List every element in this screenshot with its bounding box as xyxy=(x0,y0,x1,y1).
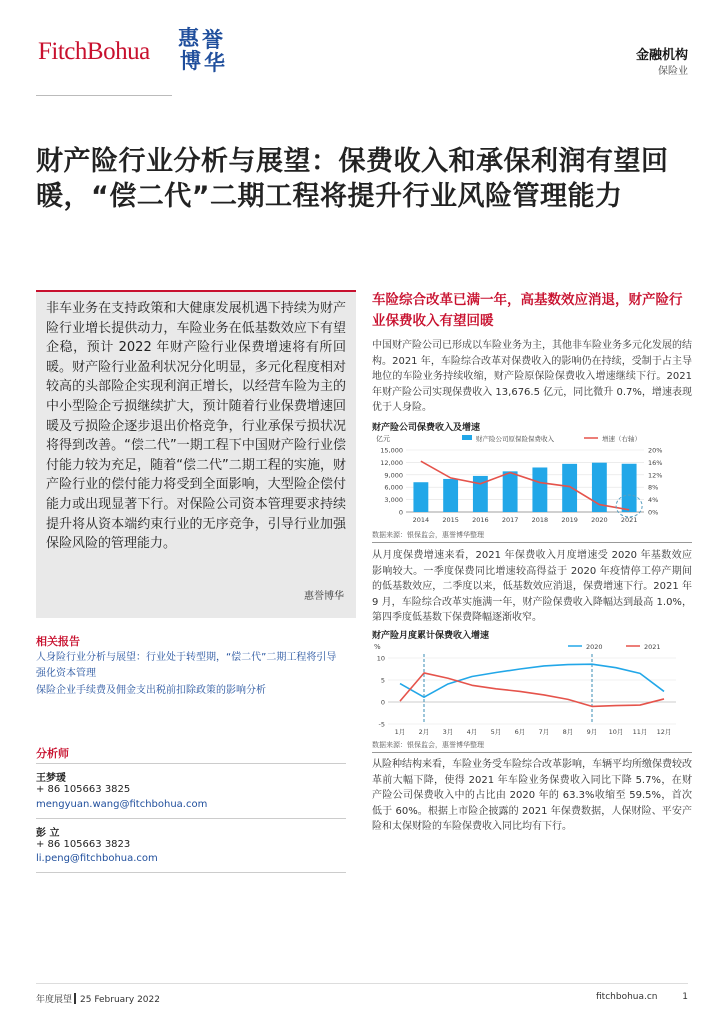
y-tick-label: 12,000 xyxy=(380,458,403,467)
x-tick-label: 2018 xyxy=(531,516,549,524)
analyst-divider xyxy=(36,763,346,764)
chart2-note: 数据来源：银保监会，惠誉博华整理 xyxy=(372,741,484,749)
legend-label: 财产险公司原保险保费收入 xyxy=(476,435,554,443)
section-title: 车险综合改革已满一年，高基数效应消退，财产险行业保费收入有望回暖 xyxy=(372,292,683,329)
summary-text: 非车业务在支持政策和大健康发展机遇下持续为财产险行业增长提供动力，车险业务在低基数效应下有望企稳，预计 2022 年财产险行业保费增速将有所回暖。财产险行业盈利状况分化明显，多元化程度相对较高的头部险企实现利润正增长，以经营车险为主的中小型险企亏损继续扩大，预计随着行业保费增速回暖及亏损险企逐步退出价格竞争，行业承保亏损状况将得到改善。“偿二代”一期工程下中国财产险行业偿付能力较为充足，随着“偿二代”二期工程的实施，财产险行业的偿付能力将受到全面影响，大型险企偿付能力或出现显著下行。对保险公司资本管理要求持续提升将从资本端约束行业的无序竞争，引导行业加强保险风险的管理能力。 xyxy=(46,301,346,552)
bar xyxy=(562,464,577,512)
x-tick-label: 1月 xyxy=(394,728,406,736)
y-tick-label: 5 xyxy=(380,676,385,685)
y2-tick-label: 0% xyxy=(648,508,659,517)
y2-tick-label: 20% xyxy=(648,446,663,455)
premium-bar-chart xyxy=(372,432,692,526)
y-tick-label: -5 xyxy=(378,720,385,729)
analyst-email[interactable]: li.peng@fitchbohua.com xyxy=(36,853,158,864)
brand-seal-icon: 惠 誉 博 华 xyxy=(178,25,225,75)
x-tick-label: 4月 xyxy=(466,728,478,736)
series-line-2020 xyxy=(400,664,664,697)
paragraph-1: 中国财产险公司已形成以车险业务为主，其他非车险业务多元化发展的结构。2021 年，车险综合改革对保费收入的影响仍在持续，受制于占主导地位的车险业务持续收缩，财产险原保险保费收入增速继续下行。2021 年财产险公司实现保费收入 13,676.5 亿元，同比微升 0.7%，增速表现优于人身险。 xyxy=(372,340,692,414)
analyst-divider xyxy=(36,872,346,873)
footer-date: 25 February 2022 xyxy=(80,995,160,1005)
x-tick-label: 11月 xyxy=(632,728,648,736)
series-line-2021 xyxy=(400,673,664,706)
related-report-link-1[interactable]: 人身险行业分析与展望：行业处于转型期，“偿二代”二期工程将引导强化资本管理 xyxy=(36,652,337,679)
y-axis-label: % xyxy=(374,643,381,651)
legend-label: 2021 xyxy=(644,643,661,651)
x-tick-label: 2017 xyxy=(501,516,519,524)
related-reports-title: 相关报告 xyxy=(36,635,80,648)
fitchbohua-logo xyxy=(38,26,238,76)
y2-tick-label: 12% xyxy=(648,471,663,480)
x-tick-label: 2019 xyxy=(561,516,578,524)
y2-tick-label: 8% xyxy=(648,483,659,492)
x-tick-label: 2020 xyxy=(591,516,608,524)
x-tick-label: 8月 xyxy=(562,728,574,736)
analyst-phone: + 86 105663 3823 xyxy=(36,839,131,850)
analysts-title: 分析师 xyxy=(36,747,69,760)
x-tick-label: 7月 xyxy=(538,728,550,736)
chart2-divider xyxy=(372,752,692,753)
summary-box xyxy=(36,290,356,618)
header-divider xyxy=(36,95,172,96)
legend-swatch-bar xyxy=(462,435,472,440)
x-tick-label: 2014 xyxy=(412,516,430,524)
page-title: 财产险行业分析与展望：保费收入和承保利润有望回暖，“偿二代”二期工程将提升行业风险管理能力 xyxy=(36,146,669,212)
page-number: 1 xyxy=(682,992,688,1002)
x-tick-label: 2021 xyxy=(620,516,638,524)
summary-source: 惠誉博华 xyxy=(304,591,344,602)
related-report-link-2[interactable]: 保险企业手续费及佣金支出税前扣除政策的影响分析 xyxy=(36,685,266,696)
analyst-name: 王梦瑗 xyxy=(36,773,66,784)
y-tick-label: 0 xyxy=(380,698,385,707)
x-tick-label: 2015 xyxy=(442,516,459,524)
chart1-divider xyxy=(372,542,692,543)
paragraph-2: 从月度保费增速来看，2021 年保费收入月度增速受 2020 年基数效应影响较大。一季度保费同比增速较高得益于 2020 年疫情停工停产期间的低基数效应，二季度以来，低基数效应消退，保费增速下行。2021 年 9 月，车险综合改革实施满一年，财产险保费收入降幅达到最高 1.0%，第四季度低基数下保费降幅逐渐收窄。 xyxy=(372,550,692,624)
y-tick-label: 9,000 xyxy=(384,471,403,480)
bar xyxy=(532,467,547,512)
bar xyxy=(413,482,428,512)
footer-label: 年度展望 25 February 2022 xyxy=(36,995,160,1005)
x-tick-label: 6月 xyxy=(514,728,526,736)
x-tick-label: 10月 xyxy=(608,728,624,736)
sector-subtitle: 保险业 xyxy=(658,66,688,77)
x-tick-label: 5月 xyxy=(490,728,502,736)
y-axis-label: 亿元 xyxy=(376,435,390,443)
monthly-growth-chart xyxy=(372,640,692,738)
y-tick-label: 6,000 xyxy=(384,483,403,492)
x-tick-label: 2月 xyxy=(418,728,430,736)
y-tick-label: 10 xyxy=(376,654,385,663)
x-tick-label: 12月 xyxy=(656,728,672,736)
analyst-name: 彭 立 xyxy=(36,828,60,839)
bar xyxy=(622,464,637,512)
bar xyxy=(443,479,458,512)
y2-tick-label: 4% xyxy=(648,496,659,505)
y-tick-label: 3,000 xyxy=(384,496,403,505)
x-tick-label: 2016 xyxy=(472,516,489,524)
analyst-email[interactable]: mengyuan.wang@fitchbohua.com xyxy=(36,799,208,810)
legend-label: 增速（右轴） xyxy=(602,435,641,443)
footer-site-link[interactable]: fitchbohua.cn xyxy=(596,992,658,1002)
y-tick-label: 15,000 xyxy=(380,446,403,455)
legend-label: 2020 xyxy=(586,643,603,651)
chart1-title: 财产险公司保费收入及增速 xyxy=(372,423,481,433)
chart1-note: 数据来源：银保监会，惠誉博华整理 xyxy=(372,531,484,539)
x-tick-label: 3月 xyxy=(442,728,454,736)
footer-divider xyxy=(36,983,688,984)
brand-name: FitchBohua xyxy=(38,38,150,65)
y2-tick-label: 16% xyxy=(648,458,663,467)
analyst-phone: + 86 105663 3825 xyxy=(36,784,131,795)
sector-title: 金融机构 xyxy=(635,48,688,63)
paragraph-3: 从险种结构来看，车险业务受车险综合改革影响，车辆平均所缴保费较改革前大幅下降，使得 2021 年车险业务保费收入同比下降 5.7%，在财产险公司保费收入中的占比由 2020 年的 63.3%收缩至 59.5%，首次低于 60%。根据上市险企披露的 2021 年保费数据，人保财险、平安产险和太保财险的车险保费收入同比均有下行。 xyxy=(372,759,692,833)
bar xyxy=(503,471,518,512)
analyst-divider xyxy=(36,818,346,819)
x-tick-label: 9月 xyxy=(586,728,598,736)
y-tick-label: 0 xyxy=(398,508,403,517)
chart2-title: 财产险月度累计保费收入增速 xyxy=(372,631,490,641)
